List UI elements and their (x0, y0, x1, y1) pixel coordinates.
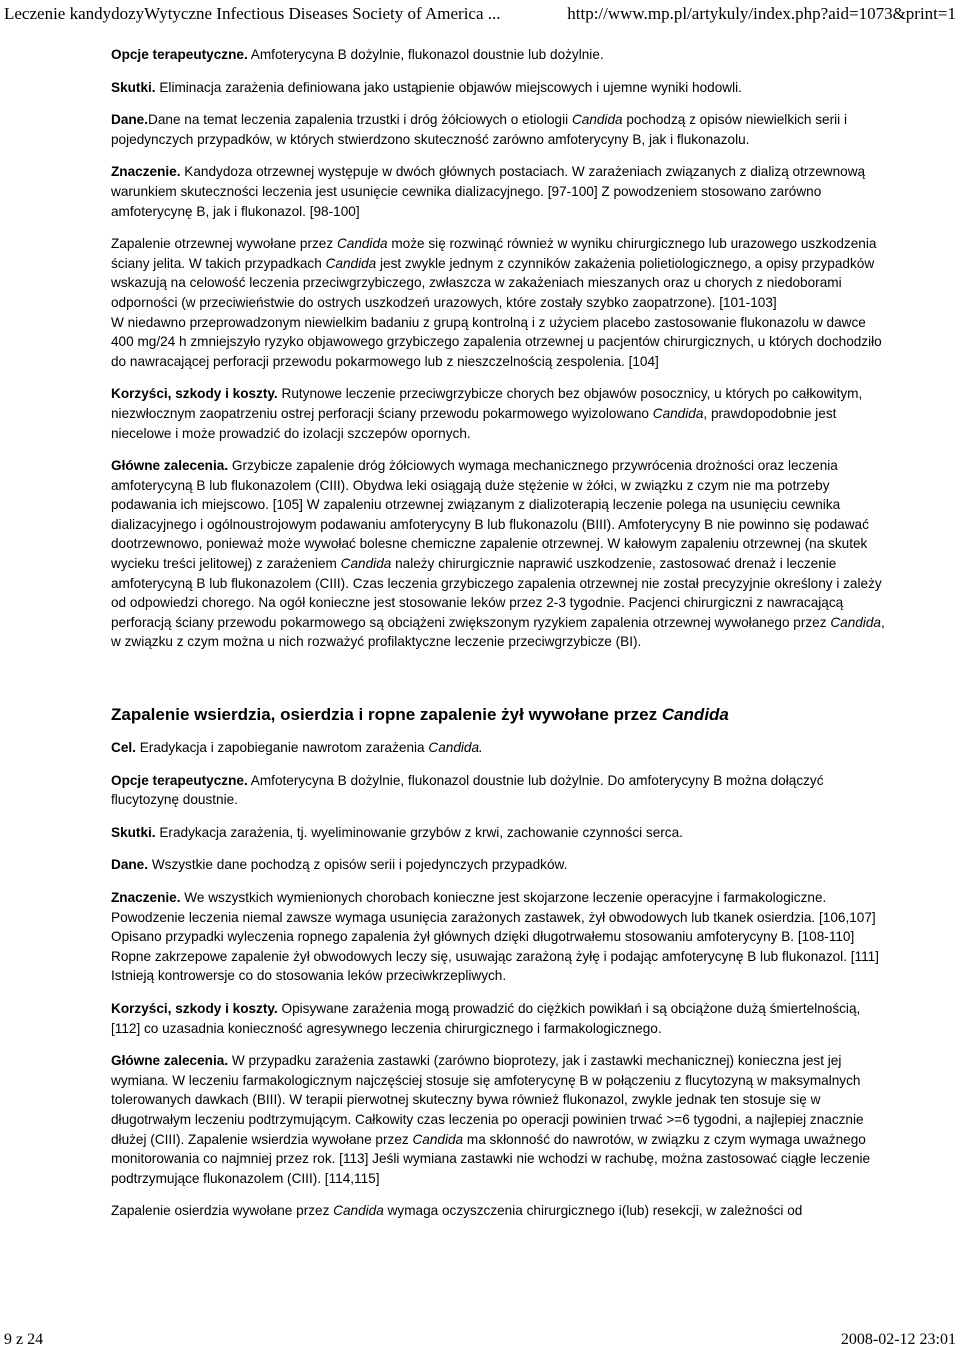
candida-term: Candida (336, 236, 388, 252)
s1-glowne-text-a: Grzybicze zapalenie dróg żółciowych wymaga mechanicznego przywrócenia drożności oraz leczenia amfoterycyną B lub flukonazolem (CIII). Obydwa leki osiągają duże stężenie w żółci, w związku z czym nie ma potrzeby podawania ich miejscowo. [105] W zapaleniu otrzewnej związanym z dializoterapią leczenie polega na usunięciu cewnika dializacyjnego i ogólnoustrojowym podawaniu amfoterycyny B lub flukonazolu (BIII). Amfoterycyny B nie powinno się podawać dootrzewnowo, ponieważ może wywołać bolesne chemiczne zapalenie otrzewnej. W kałowym zapaleniu otrzewnej (na skutek wycieku treści jelitowej) z zarażeniem (111, 458, 869, 572)
page-title: Leczenie kandydozyWytyczne Infectious Diseases Society of America ... (4, 4, 501, 23)
s2-cel-text: Eradykacja i zapobieganie nawrotom zarażenia (139, 740, 425, 756)
s1-peritonitis-paragraph (111, 234, 891, 312)
s1-korzysci-text-b: , prawdopodobnie jest niecelowe i może prowadzić do izolacji szczepów opornych. (111, 405, 837, 441)
s1-glowne-label: Główne zalecenia. (111, 458, 229, 474)
s2-pericarditis-paragraph (111, 1201, 891, 1221)
page-counter: 9 z 24 (4, 1331, 44, 1348)
s2-cel-label: Cel. (111, 740, 136, 756)
s2-znaczenie-paragraph (111, 888, 891, 986)
s2-dane-text: Wszystkie dane pochodzą z opisów serii i pojedynczych przypadków. (151, 857, 568, 873)
s1-znaczenie-label: Znaczenie. (111, 164, 181, 180)
s1-skutki-text: Eliminacja zarażenia definiowana jako ustąpienie objawów miejscowych i ujemne wyniki hodowli. (159, 79, 742, 95)
s1-glowne-text-b: należy chirurgicznie naprawić uszkodzenie, zastosować drenaż i leczenie amfoterycyną B lub flukonazolem (CIII). Czas leczenia grzybiczego zapalenia otrzewnej nie został precyzyjnie określony i zależy od odpowiedzi chorego. Na ogół konieczne jest stosowanie leków przez 2-3 tygodnie. Pacjenci chirurgiczni z nawracającą perforacją ściany przewodu pokarmowego są obciążeni zwiększonym ryzykiem zapalenia otrzewnej wywołanego przez (111, 556, 882, 630)
s1-p2-text-b: może się rozwinąć również w wyniku chirurgicznego lub urazowego uszkodzenia ściany jelita. W takich przypadkach (111, 236, 877, 271)
s2-skutki-paragraph (111, 823, 891, 843)
s2-glowne-paragraph (111, 1051, 891, 1188)
s1-korzysci-label: Korzyści, szkody i koszty. (111, 386, 278, 402)
s1-p2-text-c: jest zwykle jednym z czynników zakażenia polietiologicznego, a opisy przypadków wskazują na celowość leczenia przeciwgrzybiczego, zwłaszcza w zakażeniach mieszanych oraz u chorych z niedoborami odporności (w przeciwieństwie do ostrych uszkodzeń urazowych, które zostały szybko zaopatrzone). [101-103] (111, 255, 875, 310)
s2-last-text-a: Zapalenie osierdzia wywołane przez (111, 1203, 330, 1219)
s2-cel-candida: Candida. (428, 740, 483, 756)
page-url: http://www.mp.pl/artykuly/index.php?aid=1073&print=1 (567, 4, 956, 23)
s2-opcje-paragraph (111, 771, 891, 810)
s1-dane-paragraph (111, 110, 891, 149)
s2-glowne-text-a: W przypadku zarażenia zastawki (zarówno bioprotezy, jak i zastawki mechanicznej) konieczna jest jej wymiana. W leczeniu farmakologicznym najczęściej stosuje się amfoterycynę B w połączeniu z flucytozyną w maksymalnych tolerowanych dawkach (BIII). W terapii pierwotnej skuteczny bywa również flukonazol, zwykle jednak ten stosuje się w długotrwałym leczeniu podtrzymującym. Całkowity czas leczenia po operacji powinien trwać >=6 tygodni, a najlepiej znacznie dłużej (CIII). Zapalenie wsierdzia wywołane przez (111, 1053, 864, 1147)
browser-print-footer (0, 1330, 960, 1354)
s1-opcje-label: Opcje terapeutyczne. (111, 47, 248, 62)
s2-glowne-label: Główne zalecenia. (111, 1053, 229, 1069)
s1-korzysci-text-a: Rutynowe leczenie przeciwgrzybicze chorych bez objawów posocznicy, u których po całkowitym, niezwłocznym zaopatrzeniu ostrej perforacji ściany przewodu pokarmowego wyizolowano (111, 386, 863, 421)
s1-skutki-label: Skutki. (111, 79, 156, 95)
s1-p3-text: W niedawno przeprowadzonym niewielkim badaniu z grupą kontrolną i z użyciem placebo zastosowanie flukonazolu w dawce 400 mg/24 h zmniejszyło ryzyko objawowego grzybiczego zapalenia otrzewnej u pacjentów chirurgicznych, u których dochodziło do nawracającej perforacji przewodu pokarmowego lub z nieszczelnością zespolenia. [104] (111, 314, 882, 369)
candida-term: Candida (571, 112, 623, 128)
s1-dane-text-b: pochodzą z opisów niewielkich serii i pojedynczych przypadków, w których stwierdzono skuteczność zarówno amfoterycyny B, jak i flukonazolu. (111, 112, 847, 147)
s2-dane-paragraph (111, 855, 891, 875)
s1-znaczenie-text: Kandydoza otrzewnej występuje w dwóch głównych postaciach. W zarażeniach związanych z dializą otrzewnową warunkiem skuteczności leczenia jest usunięcie cewnika dializacyjnego. [97-100] Z powodzeniem stosowano zarówno amfoterycynę B, jak i flukonazol. [98-100] (111, 164, 866, 219)
section-heading-candida: Candida (661, 705, 729, 725)
s2-korzysci-paragraph (111, 999, 891, 1038)
s1-glowne-text-c: , w związku z czym można u nich rozważyć profilaktyczne leczenie przeciwgrzybicze (BI). (111, 614, 885, 650)
article-content (111, 45, 891, 1234)
s2-cel-paragraph (111, 738, 891, 758)
candida-term: Candida (652, 405, 704, 421)
print-timestamp: 2008-02-12 23:01 (840, 1331, 956, 1348)
s2-glowne-text-b: ma skłonność do nawrotów, w związku z czym wymaga uważnego monitorowania co najmniej przez rok. [113] Jeśli wymiana zastawki nie wchodzi w rachubę, można zastosować ciągłe leczenie podtrzymujące flukonazolem (CIII). [114,115] (111, 1131, 871, 1186)
candida-term: Candida (830, 614, 881, 630)
candida-term: Candida (340, 556, 392, 572)
s1-p2-text-a: Zapalenie otrzewnej wywołane przez (111, 236, 334, 252)
section-heading-text: Zapalenie wsierdzia, osierdzia i ropne zapalenie żył wywołane przez (111, 705, 658, 725)
candida-term: Candida (333, 1203, 384, 1219)
s2-last-text-b: wymaga oczyszczenia chirurgicznego i(lub) resekcji, w zależności od (387, 1203, 803, 1219)
s1-study-paragraph (111, 313, 891, 372)
s2-skutki-text: Eradykacja zarażenia, tj. wyeliminowanie grzybów z krwi, zachowanie czynności serca. (159, 824, 683, 840)
s1-glowne-paragraph (111, 456, 891, 652)
s2-skutki-label: Skutki. (111, 824, 156, 840)
section-heading (111, 704, 891, 726)
s1-korzysci-paragraph (111, 384, 891, 443)
s1-opcje-paragraph (111, 45, 891, 65)
s1-opcje-text: Amfoterycyna B dożylnie, flukonazol doustnie lub dożylnie. (250, 47, 604, 62)
s1-dane-text-a: Dane na temat leczenia zapalenia trzustki i dróg żółciowych o etiologii (148, 112, 569, 128)
s2-korzysci-label: Korzyści, szkody i koszty. (111, 1000, 278, 1016)
candida-term: Candida (325, 255, 377, 271)
browser-print-header (0, 0, 960, 28)
s2-korzysci-text: Opisywane zarażenia mogą prowadzić do ciężkich powikłań i są obciążone dużą śmiertelnością, [112] co uzasadnia konieczność agresywnego leczenia chirurgicznego i farmakologicznego. (111, 1000, 861, 1036)
s2-znaczenie-text: We wszystkich wymienionych chorobach konieczne jest skojarzone leczenie operacyjne i farmakologiczne. Powodzenie leczenia niemal zawsze wymaga usunięcia zarażonych zastawek, żył obwodowych lub tkanek osierdzia. [106,107] Opisano przypadki wyleczenia ropnego zapalenia żył głównych dzięki długotrwałemu stosowaniu amfoterycyny B. [108-110] Ropne zakrzepowe zapalenie żył obwodowych leczy się, usuwając zarażoną żyłę i podając amfoterycynę B lub flukonazol. [111] Istnieją kontrowersje co do stosowania leków przeciwkrzepliwych. (111, 890, 879, 984)
s2-opcje-text: Amfoterycyna B dożylnie, flukonazol doustnie lub dożylnie. Do amfoterycyny B można dołączyć flucytozynę doustnie. (111, 772, 824, 808)
candida-term: Candida (412, 1131, 464, 1147)
s2-znaczenie-label: Znaczenie. (111, 890, 181, 905)
s1-skutki-paragraph (111, 78, 891, 98)
s2-opcje-label: Opcje terapeutyczne. (111, 772, 248, 788)
s2-dane-label: Dane. (111, 857, 149, 873)
s1-dane-label: Dane. (111, 112, 149, 128)
s1-znaczenie-paragraph (111, 162, 891, 221)
